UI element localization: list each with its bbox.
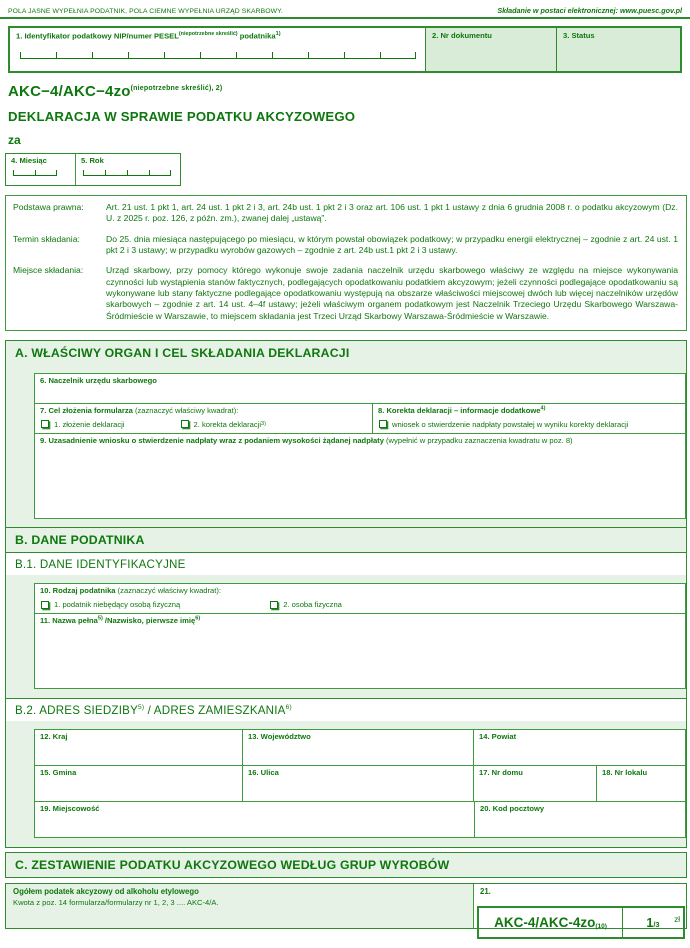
section-b1-body bbox=[5, 575, 687, 699]
section-a-header bbox=[5, 340, 687, 366]
section-b2-title: B.2. ADRES SIEDZIBY$^{5)}$ / ADRES ZAMIESZKANIA$^{6)}$ bbox=[15, 703, 292, 717]
field-8-korekta-informacje bbox=[372, 404, 685, 433]
field-2-label: 2. Nr dokumentu bbox=[432, 31, 492, 40]
form-main-title: DEKLARACJA W SPRAWIE PODATKU AKCYZOWEGO bbox=[8, 109, 356, 124]
electronic-filing-note: Składanie w postaci elektronicznej: www.puesc.gov.pl bbox=[497, 6, 682, 15]
field-11-nazwa-pelna[interactable] bbox=[35, 614, 685, 688]
footnote-5: 5) bbox=[97, 615, 103, 622]
section-c-title: C. ZESTAWIENIE PODATKU AKCYZOWEGO WEDŁUG GRUP WYROBÓW bbox=[15, 858, 450, 873]
field-19-miejscowosc[interactable] bbox=[35, 802, 475, 837]
section-c-header bbox=[5, 852, 687, 878]
field-12-kraj[interactable] bbox=[35, 730, 243, 765]
field-14-powiat[interactable] bbox=[474, 730, 685, 765]
footnote-4: 4) bbox=[540, 405, 546, 412]
field-7-cel-zlozenia bbox=[35, 404, 372, 433]
form-code-footnote: (niepotrzebne skreślić), 2) bbox=[130, 85, 223, 92]
fill-instruction-note: POLA JASNE WYPEŁNIA PODATNIK, POLA CIEMNE WYPEŁNIA URZĄD SKARBOWY. bbox=[8, 8, 283, 15]
period-box bbox=[5, 153, 181, 186]
field-17-label: 17. Nr domu bbox=[479, 768, 523, 778]
checkbox-icon[interactable] bbox=[41, 601, 49, 609]
nip-pesel-input[interactable] bbox=[20, 52, 419, 59]
legal-text: Do 25. dnia miesiąca następującego po miesiącu, w którym powstał obowiązek podatkowy; w przypadku energii elektrycznej – zgodnie z art. 24 ust. 1 pkt 2 i 3 ustawy; w przypadku wyrobów gazowych – zgodnie z art. 24b ust.1 pkt 2 i 3 ustawy. bbox=[106, 233, 678, 256]
top-notes bbox=[0, 0, 690, 16]
field-1-footnote: 1) bbox=[275, 31, 281, 37]
section-b-title: B. DANE PODATNIKA bbox=[15, 533, 145, 548]
address-row-3 bbox=[35, 802, 685, 837]
field-3-label: 3. Status bbox=[563, 31, 595, 40]
field-18-nr-lokalu[interactable] bbox=[597, 766, 685, 801]
field-6-naczelnik[interactable] bbox=[35, 374, 685, 404]
option-osoba-fizyczna[interactable]: 2. osoba fizyczna bbox=[270, 600, 342, 609]
field-5-year[interactable] bbox=[76, 154, 176, 185]
address-row-2 bbox=[35, 766, 685, 802]
field-20-kod-pocztowy[interactable] bbox=[475, 802, 685, 837]
legal-label: Termin składania: bbox=[13, 233, 80, 244]
field-8-label: 8. Korekta deklaracji – informacje dodatkowe$^{4)}$ bbox=[378, 405, 546, 415]
legal-info-box bbox=[5, 195, 687, 331]
field-7-8-row bbox=[35, 404, 685, 434]
legal-label: Miejsce składania: bbox=[13, 265, 84, 276]
section-b2-body bbox=[5, 721, 687, 848]
field-21-currency: zł bbox=[674, 915, 680, 925]
field-6-label: 6. Naczelnik urzędu skarbowego bbox=[40, 375, 157, 385]
legal-row-miejsce bbox=[13, 265, 678, 322]
field-13-label: 13. Województwo bbox=[248, 732, 311, 742]
option-wniosek-nadplata[interactable]: wniosek o stwierdzenie nadpłaty powstałej w wyniku korekty deklaracji bbox=[379, 420, 628, 429]
year-input[interactable] bbox=[83, 170, 171, 176]
section-a-title: A. WŁAŚCIWY ORGAN I CEL SKŁADANIA DEKLARACJI bbox=[15, 346, 350, 361]
field-10-rodzaj-podatnika bbox=[35, 584, 685, 614]
field-10-options bbox=[35, 597, 685, 613]
legal-row-termin bbox=[13, 234, 678, 257]
field-8-options bbox=[373, 417, 685, 433]
month-input[interactable] bbox=[13, 170, 70, 176]
field-11-label: 11. Nazwa pełna$^{5)}$ /Nazwisko, pierwsze imię$^{6)}$ bbox=[40, 615, 201, 626]
field-16-label: 16. Ulica bbox=[248, 768, 279, 778]
footer-version: (10) bbox=[595, 923, 607, 930]
footer-box bbox=[477, 906, 685, 939]
row-21-description bbox=[6, 884, 474, 928]
footnote-5: 5) bbox=[138, 703, 145, 711]
legal-text: Urząd skarbowy, przy pomocy którego wykonuje swoje zadania naczelnik urzędu skarbowego właściwy ze względu na miejsce wykonywania czynności lub wystąpienia stanów faktycznych, podlegających opodatkowaniu podatkiem akcyzowym; jeżeli czynności podlegające opodatkowaniu są wykonywane lub stany faktyczne podlegające opodatkowaniu występują na obszarze właściwości miejscowej dwóch lub więcej naczelników urzędów skarbowych – zgodnie z art. 14 ust. 4–4f ustawy; jeżeli właściwym organem podatkowym jest Naczelnik Trzeciego Urzędu Skarbowego Warszawa-Śródmieście w Warszawie, to miejscem składania jest Trzeci Urząd Skarbowy Warszawa-Śródmieście w Warszawie. bbox=[106, 265, 678, 321]
option-korekta-deklaracji[interactable]: 2. korekta deklaracji 3) bbox=[181, 420, 267, 429]
field-4-month[interactable] bbox=[6, 154, 76, 185]
field-20-label: 20. Kod pocztowy bbox=[480, 804, 545, 814]
row-21-subtitle: Kwota z poz. 14 formularza/formularzy nr 1, 2, 3 .... AKC-4/A. bbox=[13, 898, 219, 908]
field-19-label: 19. Miejscowość bbox=[40, 804, 100, 814]
footnote-6: 6) bbox=[195, 615, 201, 622]
section-b1-title: B.1. DANE IDENTYFIKACYJNE bbox=[15, 557, 186, 571]
za-label: za bbox=[8, 133, 21, 147]
footnote-6: 6) bbox=[285, 703, 292, 711]
checkbox-icon[interactable] bbox=[379, 420, 387, 428]
option-podatnik-nie-fizyczna[interactable]: 1. podatnik niebędący osobą fizyczną bbox=[41, 600, 180, 609]
checkbox-icon[interactable] bbox=[41, 420, 49, 428]
field-2-nr-dokumentu bbox=[425, 28, 556, 71]
top-rule bbox=[0, 17, 690, 19]
field-3-status bbox=[556, 28, 680, 71]
field-18-label: 18. Nr lokalu bbox=[602, 768, 648, 778]
form-code-title: $AKC-4/AKC-4zo^{(niepotrzebne skreślić), 2)}$ bbox=[8, 83, 223, 100]
field-16-ulica[interactable] bbox=[243, 766, 474, 801]
field-1-label: 1. Identyfikator podatkowy NIP/numer $PESEL^{(niepotrzebne skreślić)}$ podatnika$^{1)}$ bbox=[16, 31, 281, 41]
field-9-label: 9. Uzasadnienie wniosku o stwierdzenie nadpłaty wraz z podaniem wysokości żądanej nadpłaty (wypełnić w przypadku zaznaczenia kwadratu w poz. 8) bbox=[40, 435, 573, 445]
field-13-wojewodztwo[interactable] bbox=[243, 730, 474, 765]
field-1-small-note: (niepotrzebne skreślić) bbox=[178, 31, 238, 37]
field-1-nip-pesel[interactable] bbox=[10, 28, 425, 71]
checkbox-icon[interactable] bbox=[270, 601, 278, 609]
option-zlozenie-deklaracji[interactable]: 1. złożenie deklaracji bbox=[41, 420, 125, 429]
identification-row bbox=[8, 26, 682, 73]
footer-form-code: AKC-4/AKC-4zo (10) bbox=[479, 908, 623, 937]
section-b2-header bbox=[5, 698, 687, 723]
section-b1-header bbox=[5, 552, 687, 577]
field-17-nr-domu[interactable] bbox=[474, 766, 597, 801]
checkbox-icon[interactable] bbox=[181, 420, 189, 428]
field-7-options bbox=[35, 417, 372, 433]
field-15-label: 15. Gmina bbox=[40, 768, 77, 778]
title-block bbox=[8, 83, 682, 147]
legal-label: Podstawa prawna: bbox=[13, 202, 84, 212]
legal-row-podstawa bbox=[13, 202, 678, 225]
address-row-1 bbox=[35, 730, 685, 766]
field-10-label: 10. Rodzaj podatnika (zaznaczyć właściwy kwadrat): bbox=[40, 586, 222, 596]
field-7-label: 7. Cel złożenia formularza (zaznaczyć właściwy kwadrat): bbox=[40, 405, 239, 415]
footer-page-number: 1 /3 bbox=[646, 915, 660, 930]
field-21-number: 21. bbox=[480, 887, 491, 897]
field-12-label: 12. Kraj bbox=[40, 732, 68, 742]
section-a-body bbox=[5, 365, 687, 529]
field-4-label: 4. Miesiąc bbox=[11, 156, 47, 165]
field-15-gmina[interactable] bbox=[35, 766, 243, 801]
field-5-label: 5. Rok bbox=[81, 156, 104, 165]
section-b-header bbox=[5, 527, 687, 553]
legal-text: Art. 21 ust. 1 pkt 1, art. 24 ust. 1 pkt 2 i 3, art. 24b ust. 1 pkt 2 i 3 oraz art. 106 ust. 1 pkt 1 ustawy z dnia 6 grudnia 2008 r. o podatku akcyzowym (Dz. U. z 2025 r. poz. 126, z późn. zm.), zwanej dalej „ustawą”. bbox=[106, 202, 678, 224]
field-9-uzasadnienie[interactable] bbox=[35, 434, 685, 518]
field-14-label: 14. Powiat bbox=[479, 732, 517, 742]
row-21-title: Ogółem podatek akcyzowy od alkoholu etylowego bbox=[13, 887, 199, 897]
